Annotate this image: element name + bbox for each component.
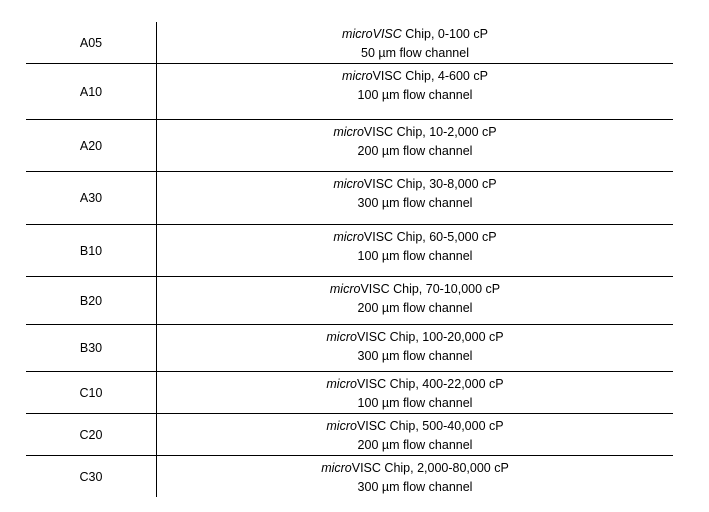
chip-range-line — [333, 228, 496, 247]
flow-channel-line: 200 µm flow channel — [357, 301, 473, 315]
chip-code: A10 — [26, 64, 157, 119]
viscosity-range: Chip, 400-22,000 cP — [386, 377, 504, 391]
chip-code: B20 — [26, 277, 157, 324]
brand-italic: micro — [333, 125, 364, 139]
chip-code: C20 — [26, 414, 157, 455]
chip-range-line — [342, 67, 488, 86]
brand-italic: micro — [333, 230, 364, 244]
brand-rest: VISC — [363, 125, 394, 139]
chip-range-line — [342, 25, 488, 44]
table-row — [26, 277, 673, 325]
brand-italic: micro — [329, 282, 361, 296]
chip-description — [157, 22, 673, 63]
chip-range-line — [326, 375, 503, 394]
chip-description — [157, 414, 673, 455]
viscosity-range: Chip, 100-20,000 cP — [386, 330, 504, 344]
chip-description — [157, 325, 673, 371]
chip-range-line — [333, 123, 496, 142]
chip-range-line — [326, 417, 503, 436]
chip-code: B10 — [26, 225, 157, 276]
chip-description — [157, 120, 673, 171]
brand-rest: VISC — [372, 69, 402, 83]
flow-channel-line: 300 µm flow channel — [357, 480, 473, 494]
table-row — [26, 172, 673, 225]
brand-rest: VISC — [351, 461, 381, 475]
chip-code: A30 — [26, 172, 157, 224]
flow-channel-line: 300 µm flow channel — [357, 349, 473, 363]
viscosity-range: Chip, 60-5,000 cP — [393, 230, 497, 244]
table-row — [26, 414, 673, 456]
brand-italic: micro — [326, 377, 357, 391]
viscosity-range: Chip, 10-2,000 cP — [393, 125, 497, 139]
table-row — [26, 456, 673, 497]
chip-range-line — [333, 175, 496, 194]
table-row — [26, 22, 673, 64]
brand-italic: micro — [342, 69, 373, 83]
chip-code: B30 — [26, 325, 157, 371]
brand-rest: VISC — [356, 377, 387, 391]
chip-description — [157, 456, 673, 497]
brand-italic: micro — [321, 461, 352, 475]
brand-rest: VISC — [356, 419, 387, 433]
brand-italic: micro — [333, 177, 364, 191]
chip-description — [157, 64, 673, 119]
chip-code: C10 — [26, 372, 157, 413]
viscosity-range: Chip, 2,000-80,000 cP — [380, 461, 509, 475]
brand-italic: microVISC — [342, 27, 402, 41]
flow-channel-line: 300 µm flow channel — [357, 196, 473, 210]
table-row — [26, 64, 673, 120]
table-row — [26, 372, 673, 414]
flow-channel-line: 100 µm flow channel — [357, 396, 473, 410]
chip-range-line — [321, 459, 509, 478]
brand-rest: VISC — [356, 330, 387, 344]
chip-code: A20 — [26, 120, 157, 171]
chip-range-line — [330, 280, 500, 299]
flow-channel-line: 200 µm flow channel — [357, 144, 473, 158]
brand-italic: micro — [326, 330, 357, 344]
brand-italic: micro — [326, 419, 357, 433]
viscosity-range: Chip, 4-600 cP — [401, 69, 488, 83]
table-row — [26, 225, 673, 277]
chip-description — [157, 172, 673, 224]
chip-description — [157, 225, 673, 276]
chip-description — [157, 372, 673, 413]
viscosity-range: Chip, 500-40,000 cP — [386, 419, 504, 433]
viscosity-range: Chip, 70-10,000 cP — [389, 282, 501, 296]
table-row — [26, 120, 673, 172]
flow-channel-line: 200 µm flow channel — [357, 438, 473, 452]
flow-channel-line: 100 µm flow channel — [357, 249, 473, 263]
flow-channel-line: 100 µm flow channel — [357, 88, 473, 102]
brand-rest: VISC — [360, 282, 390, 296]
chip-description — [157, 277, 673, 324]
brand-rest: VISC — [363, 230, 394, 244]
chip-code: A05 — [26, 22, 157, 63]
chip-table — [26, 22, 673, 497]
viscosity-range: Chip, 30-8,000 cP — [393, 177, 497, 191]
viscosity-range: Chip, 0-100 cP — [401, 27, 488, 41]
flow-channel-line: 50 µm flow channel — [361, 46, 469, 60]
chip-code: C30 — [26, 456, 157, 497]
brand-rest: VISC — [363, 177, 394, 191]
table-row — [26, 325, 673, 372]
chip-range-line — [326, 328, 503, 347]
